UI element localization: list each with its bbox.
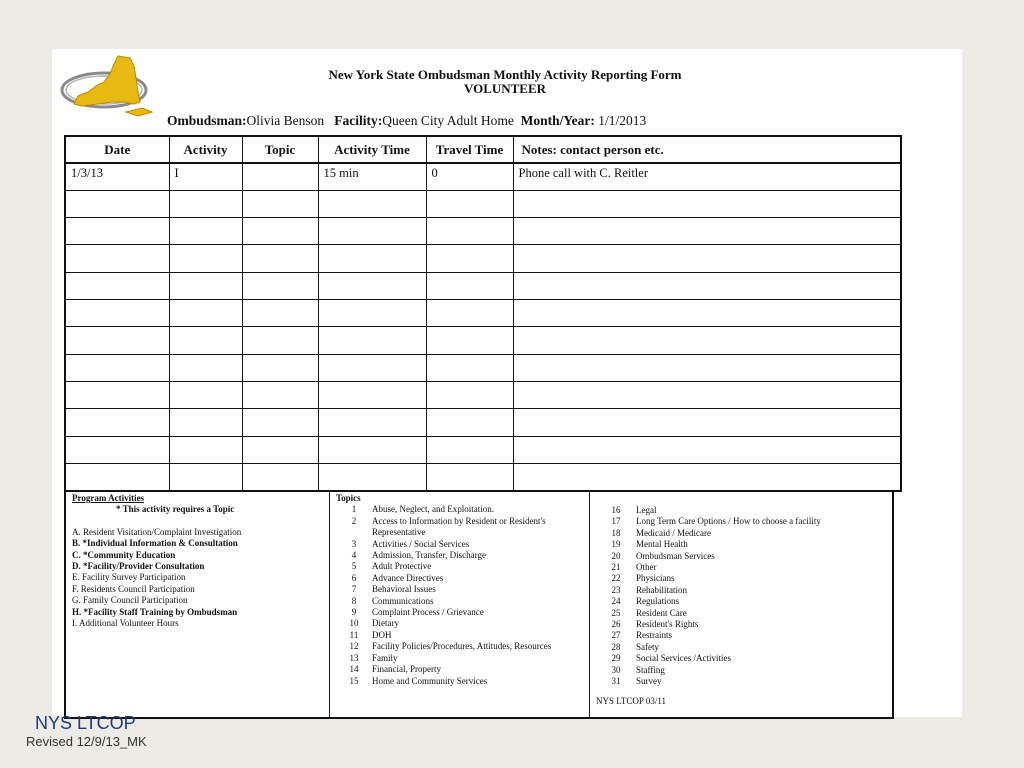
program-activity-item: I. Additional Volunteer Hours xyxy=(72,618,179,629)
topic-item xyxy=(596,573,886,584)
topic-label: Dietary xyxy=(372,618,399,629)
topic-number: 12 xyxy=(349,641,359,652)
cell-notes xyxy=(513,327,901,354)
form-title-line1: New York State Ombudsman Monthly Activity Reporting Form xyxy=(328,67,682,82)
nys-map-logo-icon xyxy=(60,52,160,124)
cell-activity-time xyxy=(318,245,426,272)
cell-notes xyxy=(513,409,901,436)
table-row xyxy=(65,218,901,245)
topic-label: Mental Health xyxy=(636,539,688,550)
form-code: NYS LTCOP 03/11 xyxy=(596,695,667,706)
cell-topic xyxy=(242,436,318,463)
cell-notes xyxy=(513,464,901,491)
topic-item xyxy=(596,653,886,664)
program-activities-title: Program Activities xyxy=(72,493,145,503)
program-activity-item: B. *Individual Information & Consultation xyxy=(72,538,238,549)
col-header-date: Date xyxy=(65,136,169,163)
cell-activity-time xyxy=(318,409,426,436)
cell-date xyxy=(65,382,169,409)
topic-label: Resident Care xyxy=(636,607,687,618)
table-row xyxy=(65,382,901,409)
month-year-value: 1/1/2013 xyxy=(594,113,647,128)
topic-number: 9 xyxy=(351,607,357,618)
cell-activity-time: 15 min xyxy=(318,163,426,190)
topic-number: 3 xyxy=(351,538,357,549)
cell-topic xyxy=(242,190,318,217)
topic-label: Restraints xyxy=(636,630,672,641)
cell-date xyxy=(65,218,169,245)
topic-number: 25 xyxy=(611,607,621,618)
topic-label: Medicaid / Medicare xyxy=(636,527,711,538)
table-row xyxy=(65,245,901,272)
topic-number: 29 xyxy=(611,653,621,664)
cell-activity xyxy=(169,300,242,327)
topic-label: Social Services /Activities xyxy=(636,653,731,664)
topic-number: 5 xyxy=(351,561,357,572)
cell-activity xyxy=(169,382,242,409)
topic-item xyxy=(336,584,583,595)
program-activity-item: G. Family Council Participation xyxy=(72,595,188,606)
topic-item xyxy=(596,585,886,596)
topic-number: 24 xyxy=(611,596,621,607)
topic-number: 10 xyxy=(349,618,359,629)
form-title xyxy=(300,68,710,96)
table-row xyxy=(65,190,901,217)
topic-label: Activities / Social Services xyxy=(372,538,470,549)
table-row xyxy=(65,272,901,299)
topic-label: Physicians xyxy=(636,573,675,584)
topic-label: Financial, Property xyxy=(372,664,441,675)
cell-topic xyxy=(242,382,318,409)
topic-item xyxy=(336,653,583,664)
topic-label: Rehabilitation xyxy=(636,584,687,595)
cell-travel-time xyxy=(426,327,513,354)
topic-number: 8 xyxy=(351,595,357,606)
cell-topic xyxy=(242,272,318,299)
cell-activity-time xyxy=(318,382,426,409)
topic-item xyxy=(336,539,583,550)
topic-label: Staffing xyxy=(636,664,665,675)
col-header-travel-time: Travel Time xyxy=(426,136,513,163)
topic-number: 19 xyxy=(611,539,621,550)
program-activities-column xyxy=(66,492,330,717)
cell-travel-time xyxy=(426,409,513,436)
cell-notes xyxy=(513,354,901,381)
topic-label: Legal xyxy=(636,505,657,515)
topic-item xyxy=(336,504,583,515)
table-row xyxy=(65,163,901,190)
topic-item xyxy=(596,676,886,687)
topic-number: 30 xyxy=(611,664,621,675)
topic-number: 22 xyxy=(611,573,621,584)
cell-activity-time xyxy=(318,272,426,299)
topic-number: 11 xyxy=(349,629,359,640)
topic-number: 17 xyxy=(611,516,621,527)
topic-label: Advance Directives xyxy=(372,572,444,583)
topic-item xyxy=(596,608,886,619)
topic-item xyxy=(596,528,886,539)
topic-label: Abuse, Neglect, and Exploitation. xyxy=(372,504,494,515)
topic-item xyxy=(336,607,583,618)
topic-item xyxy=(596,551,886,562)
topic-number: 16 xyxy=(611,505,621,515)
cell-notes xyxy=(513,436,901,463)
topic-label: Survey xyxy=(636,676,662,687)
topic-item xyxy=(336,561,583,572)
topics-title: Topics xyxy=(336,493,361,503)
topic-number: 20 xyxy=(611,550,621,561)
topic-item xyxy=(336,596,583,607)
topic-item xyxy=(336,516,583,539)
cell-date xyxy=(65,300,169,327)
cell-activity xyxy=(169,464,242,491)
topic-item xyxy=(336,573,583,584)
topic-item xyxy=(336,618,583,629)
cell-notes xyxy=(513,218,901,245)
activity-log-table xyxy=(64,135,902,492)
cell-notes xyxy=(513,382,901,409)
legend-box xyxy=(64,491,894,719)
cell-topic xyxy=(242,354,318,381)
topic-number: 21 xyxy=(611,562,621,573)
topic-number: 28 xyxy=(611,641,621,652)
cell-travel-time: 0 xyxy=(426,163,513,190)
topic-item xyxy=(596,562,886,573)
topic-label: DOH xyxy=(372,629,392,640)
cell-notes xyxy=(513,245,901,272)
topic-number: 7 xyxy=(351,584,357,595)
topic-label: Access to Information by Resident or Resident's Representative xyxy=(372,515,546,538)
topic-item xyxy=(596,642,886,653)
cell-date xyxy=(65,354,169,381)
cell-topic xyxy=(242,409,318,436)
cell-activity xyxy=(169,436,242,463)
topic-label: Family xyxy=(372,652,398,663)
cell-date xyxy=(65,464,169,491)
topic-label: Behavioral Issues xyxy=(372,584,436,595)
topic-label: Facility Policies/Procedures, Attitudes, Resources xyxy=(372,641,552,652)
cell-activity xyxy=(169,245,242,272)
cell-travel-time xyxy=(426,354,513,381)
table-row xyxy=(65,409,901,436)
col-header-activity: Activity xyxy=(169,136,242,163)
program-activity-item: D. *Facility/Provider Consultation xyxy=(72,561,205,572)
topic-number: 4 xyxy=(351,550,357,561)
topic-label: Ombudsman Services xyxy=(636,550,715,561)
form-meta-line xyxy=(167,113,646,129)
cell-topic xyxy=(242,300,318,327)
cell-date xyxy=(65,245,169,272)
topic-label: Resident's Rights xyxy=(636,619,699,630)
topic-number: 27 xyxy=(611,630,621,641)
col-header-notes: Notes: contact person etc. xyxy=(513,136,901,163)
topic-item xyxy=(336,664,583,675)
cell-travel-time xyxy=(426,300,513,327)
topic-item xyxy=(596,539,886,550)
slide-footer xyxy=(26,712,147,750)
cell-travel-time xyxy=(426,272,513,299)
program-activity-item: F. Residents Council Participation xyxy=(72,583,195,594)
cell-date xyxy=(65,409,169,436)
cell-date: 1/3/13 xyxy=(65,163,169,190)
cell-date xyxy=(65,190,169,217)
topic-label: Safety xyxy=(636,641,659,652)
cell-notes: Phone call with C. Reitler xyxy=(513,163,901,190)
ombudsman-label: Ombudsman: xyxy=(167,113,247,128)
cell-date xyxy=(65,436,169,463)
topic-item xyxy=(596,619,886,630)
cell-activity xyxy=(169,272,242,299)
topic-number: 14 xyxy=(349,664,359,675)
cell-travel-time xyxy=(426,382,513,409)
cell-activity xyxy=(169,354,242,381)
cell-notes xyxy=(513,190,901,217)
topic-label: Long Term Care Options / How to choose a facility xyxy=(636,516,821,527)
topic-item xyxy=(336,630,583,641)
col-header-topic: Topic xyxy=(242,136,318,163)
topic-label: Communications xyxy=(372,595,434,606)
table-header-row xyxy=(65,136,901,163)
table-row xyxy=(65,464,901,491)
cell-activity: I xyxy=(169,163,242,190)
topic-label: Home and Community Services xyxy=(372,675,488,686)
table-row xyxy=(65,354,901,381)
table-row xyxy=(65,436,901,463)
cell-activity-time xyxy=(318,436,426,463)
cell-date xyxy=(65,327,169,354)
program-activities-note: * This activity requires a Topic xyxy=(116,504,235,515)
topic-label: Admission, Transfer, Discharge xyxy=(372,550,486,561)
program-activity-item: A. Resident Visitation/Complaint Investigation xyxy=(72,526,242,537)
cell-travel-time xyxy=(426,464,513,491)
cell-topic xyxy=(242,464,318,491)
topic-item xyxy=(596,516,886,527)
topic-item xyxy=(596,630,886,641)
table-row xyxy=(65,300,901,327)
col-header-activity-time: Activity Time xyxy=(318,136,426,163)
topic-number: 18 xyxy=(611,527,621,538)
cell-topic xyxy=(242,327,318,354)
topics-column-2 xyxy=(590,492,892,717)
cell-activity xyxy=(169,327,242,354)
cell-topic xyxy=(242,245,318,272)
topic-number: 1 xyxy=(351,504,357,515)
program-activity-item: E. Facility Survey Participation xyxy=(72,572,186,583)
cell-activity-time xyxy=(318,218,426,245)
topic-item xyxy=(336,641,583,652)
program-activity-item: H. *Facility Staff Training by Ombudsman xyxy=(72,606,238,617)
cell-travel-time xyxy=(426,436,513,463)
topic-number: 13 xyxy=(349,652,359,663)
topic-item xyxy=(596,505,886,516)
cell-activity-time xyxy=(318,300,426,327)
cell-date xyxy=(65,272,169,299)
topic-label: Complaint Process / Grievance xyxy=(372,607,484,618)
topic-number: 26 xyxy=(611,619,621,630)
topic-label: Regulations xyxy=(636,596,679,607)
topic-number: 15 xyxy=(349,675,359,686)
cell-notes xyxy=(513,300,901,327)
cell-topic xyxy=(242,163,318,190)
topic-item xyxy=(596,665,886,676)
topics-column-1 xyxy=(330,492,590,717)
cell-activity-time xyxy=(318,354,426,381)
topics-list-1 xyxy=(336,504,583,687)
topic-item xyxy=(336,676,583,687)
cell-activity-time xyxy=(318,327,426,354)
cell-notes xyxy=(513,272,901,299)
cell-travel-time xyxy=(426,245,513,272)
cell-travel-time xyxy=(426,218,513,245)
slide-footer-sub: Revised 12/9/13_MK xyxy=(26,734,147,749)
topic-number: 6 xyxy=(351,572,357,583)
topic-item xyxy=(336,550,583,561)
month-year-label: Month/Year: xyxy=(520,113,595,128)
topic-label: Other xyxy=(636,562,657,573)
cell-topic xyxy=(242,218,318,245)
table-row xyxy=(65,327,901,354)
topic-item xyxy=(596,596,886,607)
cell-activity xyxy=(169,218,242,245)
program-activity-item: C. *Community Education xyxy=(72,549,176,560)
cell-activity xyxy=(169,190,242,217)
form-title-line2: VOLUNTEER xyxy=(463,81,547,96)
ombudsman-value: Olivia Benson xyxy=(246,113,325,128)
facility-label: Facility: xyxy=(334,113,383,128)
cell-travel-time xyxy=(426,190,513,217)
cell-activity-time xyxy=(318,464,426,491)
topic-number: 2 xyxy=(351,515,357,526)
cell-activity xyxy=(169,409,242,436)
program-activities-list xyxy=(72,527,323,630)
topic-number: 31 xyxy=(611,676,621,687)
topics-list-2 xyxy=(596,505,886,688)
cell-activity-time xyxy=(318,190,426,217)
facility-value: Queen City Adult Home xyxy=(382,113,514,128)
slide-footer-main: NYS LTCOP xyxy=(35,713,136,733)
topic-number: 23 xyxy=(611,584,621,595)
topic-label: Adult Protective xyxy=(372,561,432,572)
